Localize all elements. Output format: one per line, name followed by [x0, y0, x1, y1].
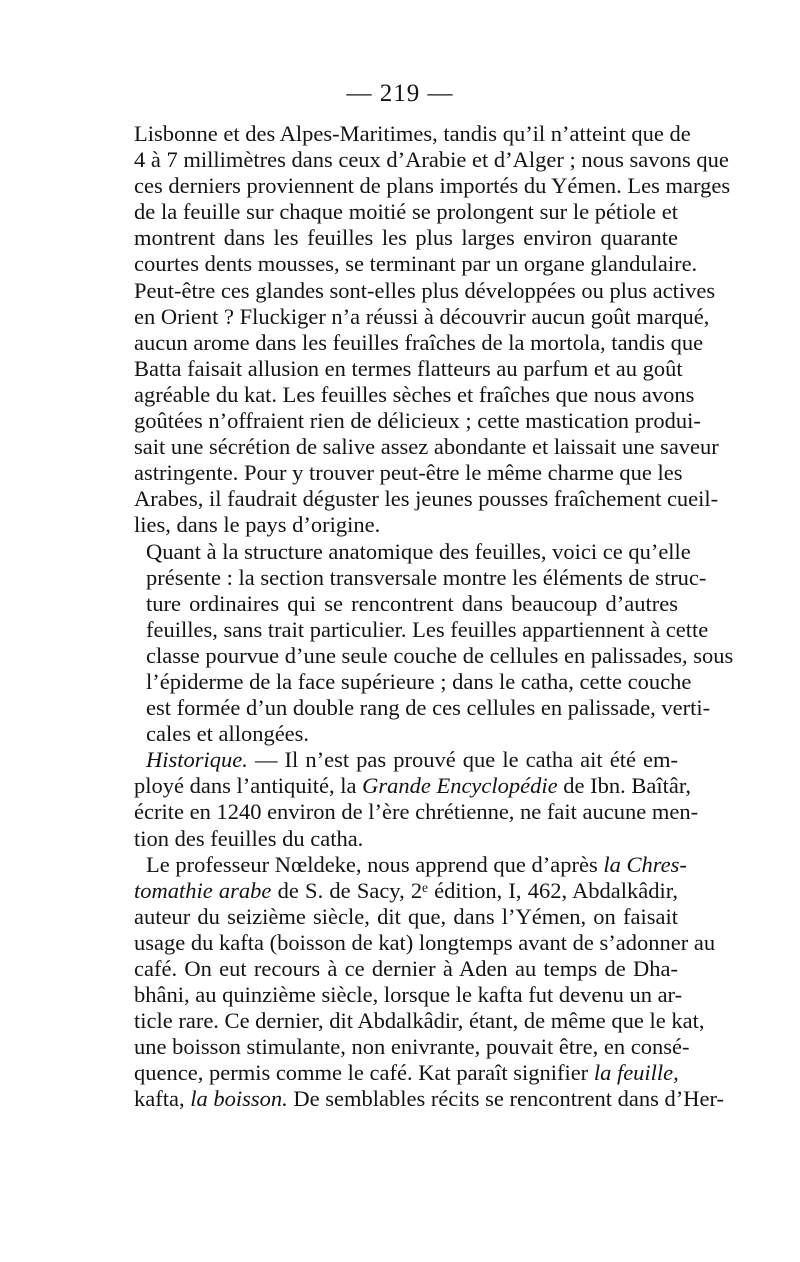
text-line: Arabes, il faudrait déguster les jeunes pousses fraîchement cueil-	[134, 486, 719, 512]
text-run: De semblables récits se rencontrent dans d’Her-	[287, 1086, 724, 1112]
text-line: classe pourvue d’une seule couche de cellules en palissades, sous	[146, 642, 734, 668]
text-line: bhâni, au quinzième siècle, lorsque le kafta fut devenu un ar-	[134, 982, 683, 1008]
text-line	[134, 1060, 678, 1086]
text-line: aucun arome dans les feuilles fraîches de la mortola, tandis que	[134, 329, 704, 355]
text-line: tion des feuilles du catha.	[134, 825, 364, 851]
text-line: Quant à la structure anatomique des feuilles, voici ce qu’elle	[146, 538, 691, 564]
text-line	[134, 773, 692, 799]
text-line: ture ordinaires qui se rencontrent dans beaucoup d’autres	[146, 590, 678, 616]
text-line: goûtées n’offraient rien de délicieux ; cette mastication produi-	[134, 408, 701, 434]
text-line: courtes dents mousses, se terminant par un organe glandulaire.	[134, 251, 698, 277]
text-run: — Il n’est pas prouvé que le catha ait été em-	[247, 747, 678, 773]
text-line: astringente. Pour y trouver peut-être le même charme que les	[134, 460, 683, 486]
text-line: présente : la section transversale montre les éléments de struc-	[146, 564, 707, 590]
book-title: la Chres-	[603, 851, 687, 877]
text-line: montrent dans les feuilles les plus larges environ quarante	[134, 225, 678, 251]
text-line: Peut-être ces glandes sont-elles plus développées ou plus actives	[134, 277, 716, 303]
text-run: de S. de Sacy, 2ᵉ édition, I, 462, Abdalkâdir,	[271, 877, 679, 903]
text-line: écrite en 1240 environ de l’ère chrétienne, ne fait aucune men-	[134, 799, 699, 825]
text-line: agréable du kat. Les feuilles sèches et fraîches que nous avons	[134, 381, 695, 407]
text-run: Le professeur Nœldeke, nous apprend que d’après	[146, 851, 604, 877]
text-line: de la feuille sur chaque moitié se prolongent sur le pétiole et	[134, 199, 678, 225]
text-line: ces derniers proviennent de plans importés du Yémen. Les marges	[134, 173, 731, 199]
text-line: en Orient ? Fluckiger n’a réussi à découvrir aucun goût marqué,	[134, 303, 710, 329]
text-run: ployé dans l’antiquité, la	[134, 773, 363, 799]
text-line	[134, 878, 678, 904]
text-line: auteur du seizième siècle, dit que, dans l’Yémen, on faisait	[134, 903, 678, 929]
paragraph-noeldeke	[134, 851, 724, 1113]
text-line: est formée d’un double rang de ces cellules en palissade, verti-	[146, 695, 711, 721]
text-line: l’épiderme de la face supérieure ; dans le catha, cette couche	[146, 668, 692, 694]
book-title: Grande Encyclopédie	[362, 773, 558, 799]
text-line: feuilles, sans trait particulier. Les feuilles appartiennent à cette	[146, 616, 709, 642]
book-title: tomathie arabe	[134, 877, 272, 903]
text-line: ticle rare. Ce dernier, dit Abdalkâdir, étant, de même que le kat,	[134, 1008, 705, 1034]
section-heading: Historique.	[146, 747, 248, 773]
text-line: usage du kafta (boisson de kat) longtemps avant de s’adonner au	[134, 929, 716, 955]
text-line: cales et allongées.	[146, 721, 310, 747]
text-run: de Ibn. Baîtâr,	[557, 773, 692, 799]
text-line: 4 à 7 millimètres dans ceux d’Arabie et d’Alger ; nous savons que	[134, 147, 729, 173]
text-line: café. On eut recours à ce dernier à Aden au temps de Dha-	[134, 956, 678, 981]
text-run: kafta,	[134, 1086, 191, 1112]
paragraph-historique	[134, 747, 699, 851]
text-line: une boisson stimulante, non enivrante, pouvait être, en consé-	[134, 1034, 690, 1060]
paragraph-continuation	[134, 121, 731, 539]
italic-term: la boisson.	[190, 1086, 288, 1112]
text-line: lies, dans le pays d’origine.	[134, 512, 381, 538]
paragraph-anatomy	[134, 538, 734, 748]
page-number: — 219 —	[346, 80, 454, 107]
text-line: sait une sécrétion de salive assez abondante et laissait une saveur	[134, 434, 719, 460]
text-line	[134, 747, 678, 773]
text-line: Lisbonne et des Alpes-Maritimes, tandis qu’il n’atteint que de	[134, 121, 691, 146]
text-line: Batta faisait allusion en termes flatteurs au parfum et au goût	[134, 355, 683, 381]
text-run: quence, permis comme le café. Kat paraît signifier	[134, 1060, 594, 1086]
italic-term: la feuille,	[593, 1060, 679, 1086]
text-line	[134, 1086, 724, 1112]
text-line	[134, 851, 687, 878]
body-text	[134, 121, 734, 1113]
